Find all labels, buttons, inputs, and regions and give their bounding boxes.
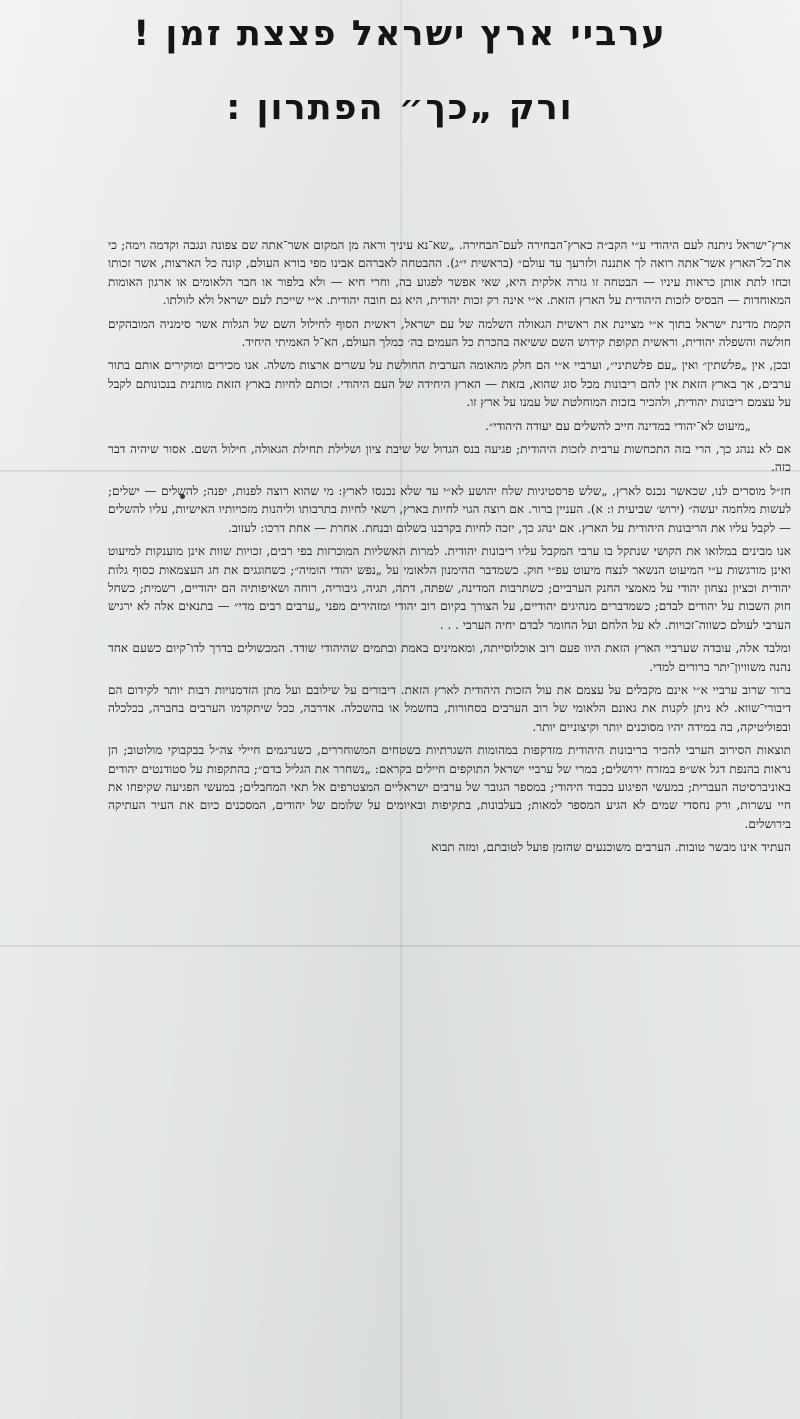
- paragraph: אם לא ננהג כך, הרי בזה התכחשות ערבית לזכות היהודית; פגיעה בנס הגדול של שיבת ציון ושלילת תחילת הגאולה, חילול השם. אסור שיהיה דבר כזה.: [108, 442, 791, 475]
- paragraph: הקמת מדינת ישראל בתוך א״י מציינת את ראשית הגאולה השלמה של עם ישראל, ראשית הסוף לחילול השם של הגלות אשר סימניה המובהקים חולשה והשפלה יהודית, וראשית תקופת קידוש השם ששיאה בהכרת כל העמים בה׳ כמלך העולם, הא־ל האמיתי היחיד.: [108, 316, 791, 350]
- paragraph: ארץ־ישראל ניתנה לעם היהודי ע״י הקב״ה כארץ־הבחירה לעם־הבחירה. „שא־נא עיניך וראה מן המקום אשר־אתה שם צפונה ונגבה וקדמה וימה; כי את־כל־הארץ אשר־אתה רואה לך אתננה ולזרעך עד עולם״ (בראשית י״ג). ההבטחה לאברהם אבינו מפי בורא העולם, קונה כל הארצות, אשר זכותו וכחו לתת אותן כראות עיניו — הבטחה זו גזרה אלקית היא, שאי אפשר לפגוע בה, וחרי חיא — ולא בלפור או חבר הלאומים או ארגון האומות המאוחדות — הבסיס לזכות היהודית על הארץ הזאת. א״י אינה רק זכות יהודית, היא גם חובה יהודית. א״י שייכת לעם ישראל ולא לזולתו.: [108, 238, 791, 308]
- paragraph: ברור שרוב ערביי א״י אינם מקבלים על עצמם את עול הזכות היהודית לארץ הזאת. דיבורים על שילובם ועל מתן הזדמנויות רבות יותר לקידום הם דיבורי־שווא. לא ניתן לקנות את גאונם הלאומי של רוב הערבים בסחורות, בחשמל או בהשכלה. אדרבה, ככל שיתקדמו הערבים בחברה, בכלכלה ובפוליטיקה, בה במידה יהיו מסוכנים יותר וקיצוניים יותר.: [108, 682, 791, 734]
- headline-line-1: ערביי ארץ ישראל פצצת זמן !: [133, 14, 667, 54]
- paragraph: העתיד אינו מבשר טובות. הערבים משוכנעים שהזמן פועל לטובתם, ומזה תבוא: [431, 840, 791, 855]
- headline-line-2: ורק „כך״ הפתרון :: [226, 88, 574, 128]
- paragraph: ובכן, אין „פלשתין״ ואין „עם פלשתיני״, וערביי א״י הם חלק מהאומה הערבית החולשת על עשרים ארצות משלה. אנו מכירים ומוקירים אותם בתור ערבים, אך בארץ הזאת אין להם ריבונות מכל סוג שהוא, בזאת — הארץ היחידה של העם היהודי. זכותם לחיות בארץ הזאת מותנית בנכונותם לקבל על עצמם ריבונות יהודית, ולהכיר בזכות המוחלטת של עמנו על ארץ זו.: [108, 358, 791, 410]
- paragraph: אנו מבינים במלואו את הקושי שנתקל בו ערבי המקבל עליו ריבונות יהודית. למרות האשליות המוכרזות בפי רבים, זכויות שוות אינן מוענקות למיעוט ואינן מורגשות ע״י המיעוט הנשאר לנצח מיעוט עפ״י חוק. כשמדבר ההימנון הלאומי על „נפש יהודי הומיה״; כשחוגגים את חג העצמאות כסוף גלות יהודית וכציון נצחון יהודי על מאמצי החנק הערביים; כשתרבות המדינה, שפתה, דתה, תגיה, גיבוריה, רוחה ושאיפותיה הם יהודיים, רשמית; כשחל חוק השבות על יהודים לבדם; כשמדברים מנהיגים יהודיים, על הצורך בקיום רוב יהודי ומזהירים מפני „ערבים רבים מדי״ — בתנאים אלה לא ירגיש הערבי לעולם כשווה־זכויות. לא על הלחם ועל החומר לבדם יחיה הערבי . . .: [108, 544, 791, 632]
- paragraph: חז״ל מוסרים לנו, שכאשר נכנס לארץ, „שלש פרסטיגיות שלח יהושע לא״י עד שלא נכנסו לארץ: מי שהוא רוצה לפנות, יפנה; להשלים — ישלים; לעשות מלחמה יעשה״ (ירוש׳ שביעית ו: א). העניין ברור. אם רוצה הגוי לחיות בארץ, רשאי לחיות בתרבותו וליהנות מזכויותיו האישיות, עליו להשלים — לקבל עליו את הריבונות היהודית על הארץ. אם ינהג כך, יזכה לחיות בקרבנו בשלום ובנחת. אחרת — אחת דרכו: לעזוב.: [108, 483, 791, 535]
- article-body: [108, 236, 791, 1366]
- paragraph: ומלבד אלה, עובדה שערביי הארץ הזאת היוו פעם רוב אוכלוסייתה, ומאמינים באמת ובתמים שהיהודי שודד. המכשולים בדרך לדו־קיום כשעם אחד נהנה משוויון־יתר ברורים למדי.: [108, 641, 791, 674]
- quote-paragraph: „מיעוט לא־יהודי במדינה חייב להשלים עם יעודה היהודי״.: [484, 418, 751, 433]
- paragraph: תוצאות הסירוב הערבי להכיר בריבונות היהודית מזדקפות במהומות השגרתיות בשטחים המשוחררים, כשנרגמים חיילי צה״ל בבקבוקי מולוטוב; הן נראות בהנפת דגל אש״פ במזרח ירושלים; במרי של ערביי ישראל התוקפים חיילים בקראם: „נשחרר את הגליל בדם״; בהתקפות על סטודנטים יהודים באוניברסיטה העברית; במעשי הפיגוע בכבוד היהודי; במספר הגובר של ערבים ישראליים המצטרפים אל תאי המחבלים; במעשי הפגיעה שקיפחו את חיי עשרות, ורק נחסדי שמים לא הגיע המספר למאות; בעלבונות, בתקיפות ובאיומים על שלומם של יהודים, המסכנים כיום את העיר העתיקה בירושלים.: [108, 743, 791, 831]
